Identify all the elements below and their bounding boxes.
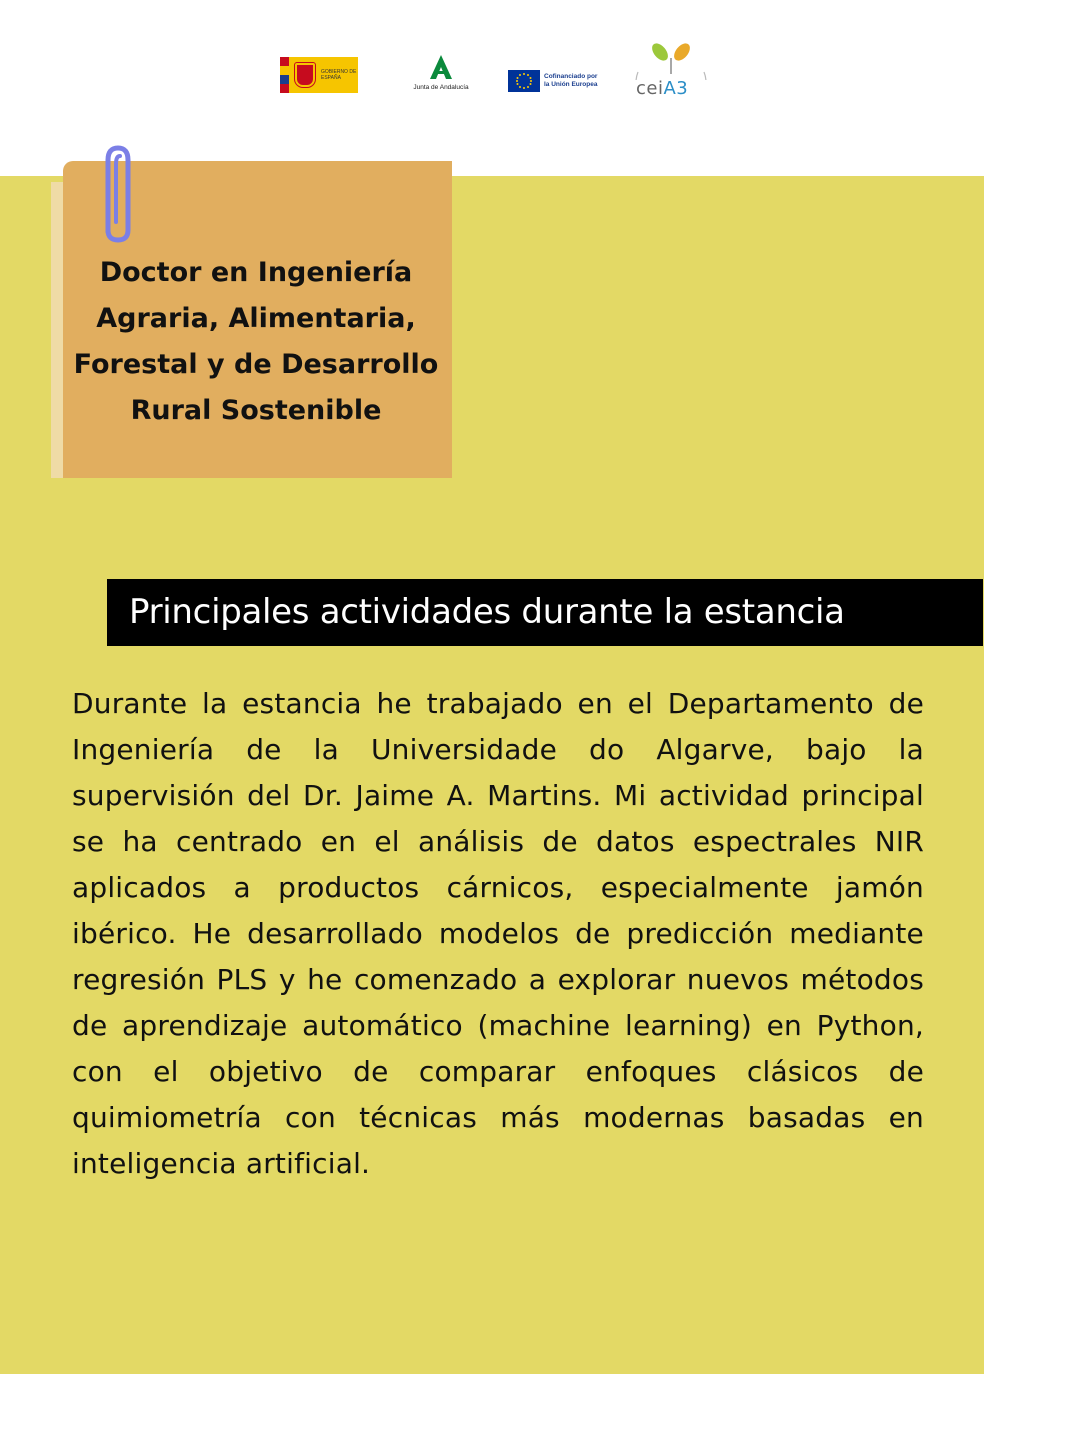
eu-logo-line-2: la Unión Europea [544,81,598,88]
activities-paragraph: Durante la estancia he trabajado en el Departamento de Ingeniería de la Universidade do Algarve, bajo la supervisión del Dr. Jaime A. Martins. Mi actividad principal se ha centrado en el análisis de datos espectrales NIR aplicados a productos cárnicos, especialmente jamón ibérico. He desarrollado modelos de predicción mediante regresión PLS y he comenzado a explorar nuevos métodos de aprendizaje automático (machine learning) en Python, con el objetivo de comparar enfoques clásicos de quimiometría con técnicas más modernas basadas en inteligencia artificial. [72,687,924,1180]
note-shadow-strip [51,182,63,478]
eu-logo-text [544,73,597,89]
eu-flag-icon [508,70,540,92]
paperclip-icon [94,142,138,244]
junta-logo-text: Junta de Andalucía [413,84,469,91]
ceia3-logo [632,40,712,112]
ceia3-wordmark [636,78,688,99]
ceia3-word-a3: A3 [663,78,689,99]
junta-a-icon [427,54,455,80]
ceia3-word-cei: cei [636,78,664,99]
gobierno-espana-logo [280,57,358,93]
eu-cofinanced-logo [508,69,608,93]
ceia3-leaves-icon [632,40,712,80]
spain-coat-of-arms-icon [295,63,315,87]
gobierno-logo-text: GOBIERNO DE ESPAÑA [321,69,357,81]
degree-title: Doctor en Ingeniería Agraria, Alimentaria, Forestal y de Desarrollo Rural Sostenible [73,257,439,426]
spain-flag-bars-icon [280,57,289,93]
logo-strip [268,36,718,116]
section-heading: Principales actividades durante la estancia [129,592,845,632]
junta-andalucia-logo [400,54,482,96]
section-heading-bar [107,579,983,646]
eu-logo-line-1: Cofinanciado por [544,73,598,80]
